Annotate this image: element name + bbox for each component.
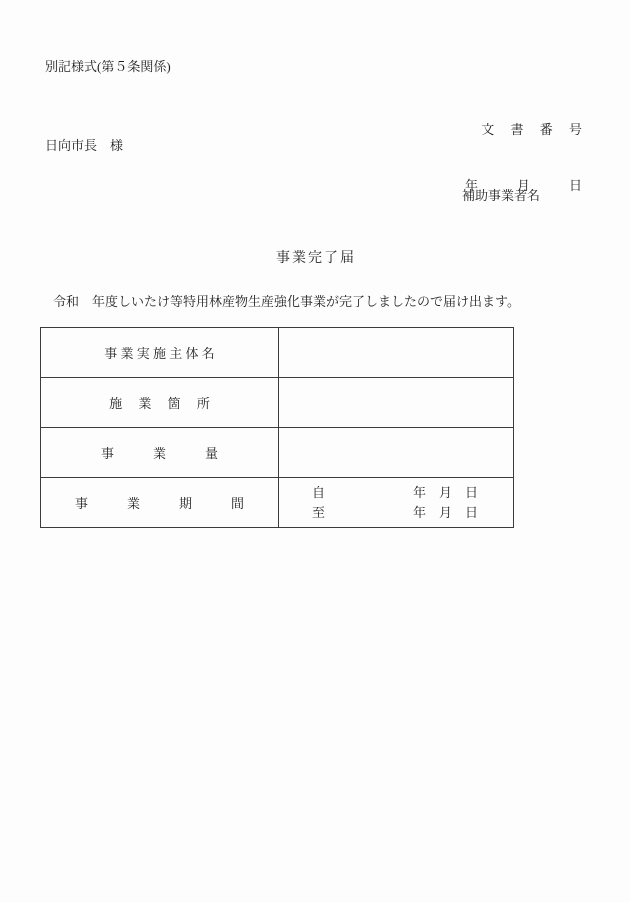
row-value-work-period[interactable] — [279, 478, 514, 528]
document-date-line: 年 月 日 — [464, 177, 582, 193]
row-value-work-site[interactable] — [279, 378, 514, 428]
row-label-work-period: 事 業 期 間 — [41, 478, 279, 528]
completion-table — [40, 327, 514, 528]
table-row — [41, 328, 514, 378]
period-from-label: 自 — [312, 484, 326, 500]
row-value-work-volume[interactable] — [279, 428, 514, 478]
period-to-date-placeholder: 年 月 日 — [412, 504, 478, 520]
table-row — [41, 378, 514, 428]
document-number-line: 文 書 番 号 — [481, 122, 582, 137]
period-to-label: 至 — [312, 504, 326, 520]
document-title: 事業完了届 — [276, 251, 356, 266]
period-from-date-placeholder: 年 月 日 — [412, 484, 478, 500]
row-value-implementing-body[interactable] — [279, 328, 514, 378]
document-number-block — [465, 84, 582, 232]
period-to-line — [279, 503, 513, 523]
table-row — [41, 428, 514, 478]
row-label-work-site: 施 業 箇 所 — [41, 378, 279, 428]
subsidized-business-name-label: 補助事業者名 — [461, 188, 540, 203]
period-from-line — [279, 483, 513, 503]
form-style-note: 別記様式(第５条関係) — [45, 59, 171, 74]
table-row — [41, 478, 514, 528]
row-label-work-volume: 事 業 量 — [41, 428, 279, 478]
row-label-implementing-body: 事 業 実 施 主 体 名 — [41, 328, 279, 378]
completion-statement: 令和 年度しいたけ等特用林産物生産強化事業が完了しましたので届け出ます。 — [53, 294, 520, 309]
addressee-line: 日向市長 様 — [45, 138, 124, 153]
